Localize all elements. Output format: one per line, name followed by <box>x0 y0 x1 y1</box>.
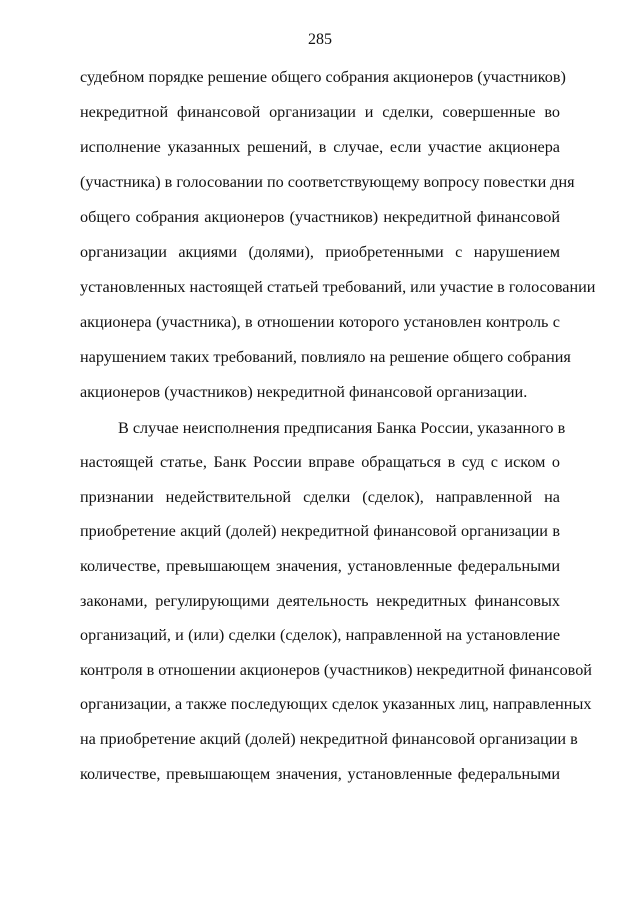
paragraph-2-line-1: В случае неисполнения предписания Банка России, указанного в <box>118 419 566 437</box>
paragraph-2-line-7: организаций, и (или) сделки (сделок), направленной на установление <box>80 626 560 644</box>
paragraph-1-line-5: общего собрания акционеров (участников) некредитной финансовой <box>80 208 560 226</box>
page-number: 285 <box>308 31 332 48</box>
paragraph-1-line-10: акционеров (участников) некредитной финансовой организации. <box>80 383 528 401</box>
paragraph-2-line-11: количестве, превышающем значения, установленные федеральными <box>80 765 560 783</box>
paragraph-1-line-3: исполнение указанных решений, в случае, если участие акционера <box>80 138 560 156</box>
paragraph-2-line-2: настоящей статье, Банк России вправе обращаться в суд с иском о <box>80 453 560 471</box>
paragraph-2-line-6: законами, регулирующими деятельность некредитных финансовых <box>80 592 560 610</box>
paragraph-2-line-5: количестве, превышающем значения, установленные федеральными <box>80 557 560 575</box>
paragraph-1-line-4: (участника) в голосовании по соответствующему вопросу повестки дня <box>80 173 575 191</box>
paragraph-1-line-6: организации акциями (долями), приобретенными с нарушением <box>80 243 560 261</box>
paragraph-1-line-7: установленных настоящей статьей требований, или участие в голосовании <box>80 278 596 296</box>
paragraph-1-line-2: некредитной финансовой организации и сделки, совершенные во <box>80 103 560 121</box>
paragraph-2-line-3: признании недействительной сделки (сделок), направленной на <box>80 488 560 506</box>
paragraph-1-line-9: нарушением таких требований, повлияло на решение общего собрания <box>80 348 571 366</box>
paragraph-1-line-8: акционера (участника), в отношении которого установлен контроль с <box>80 313 560 331</box>
paragraph-2-line-10: на приобретение акций (долей) некредитной финансовой организации в <box>80 730 578 748</box>
paragraph-2-line-4: приобретение акций (долей) некредитной финансовой организации в <box>80 522 560 540</box>
paragraph-2-line-8: контроля в отношении акционеров (участников) некредитной финансовой <box>80 661 592 679</box>
paragraph-2-line-9: организации, а также последующих сделок указанных лиц, направленных <box>80 695 592 713</box>
paragraph-1-line-1: судебном порядке решение общего собрания акционеров (участников) <box>80 68 566 86</box>
